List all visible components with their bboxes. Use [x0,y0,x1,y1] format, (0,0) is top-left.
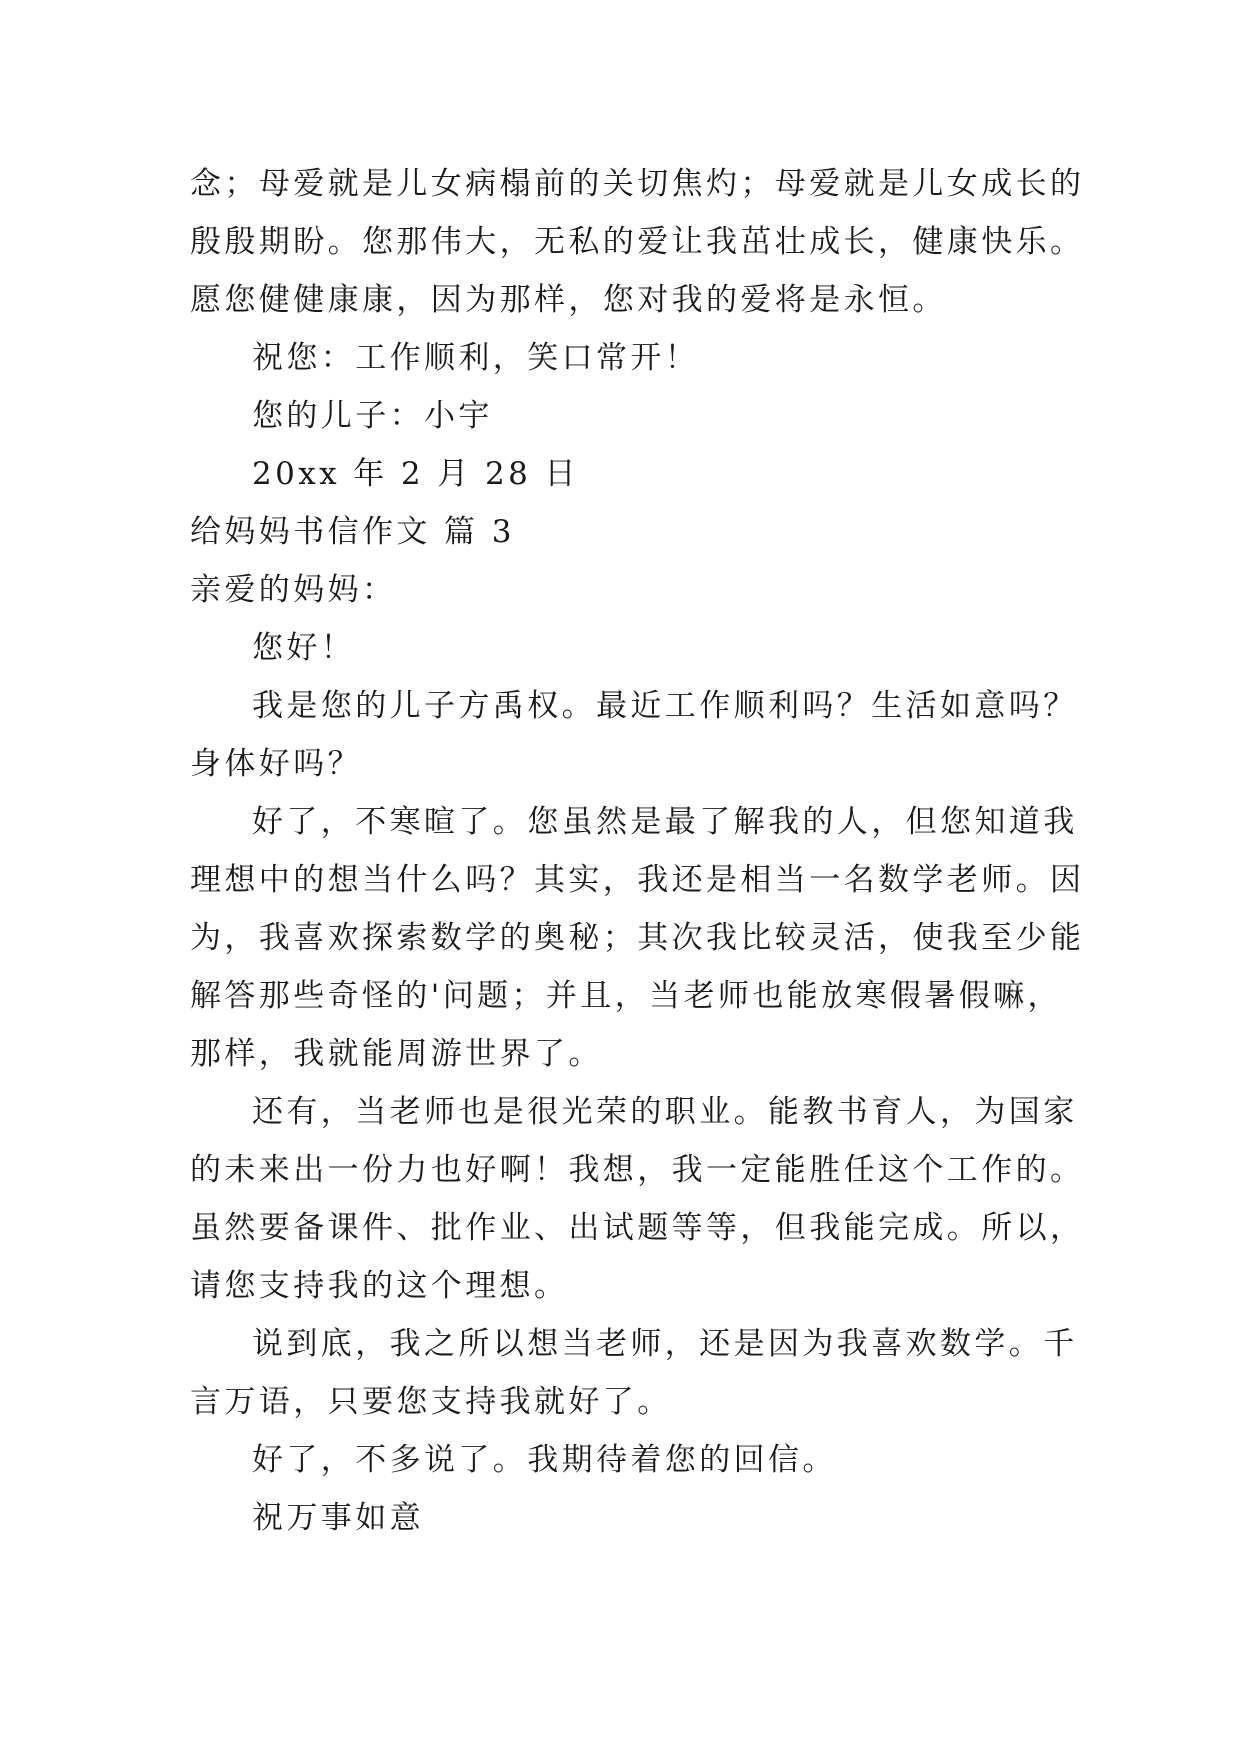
paragraph-line: 解答那些奇怪的'问题；并且，当老师也能放寒假暑假嘛， [190,978,1062,1014]
paragraph-line: 殷殷期盼。您那伟大，无私的爱让我茁壮成长，健康快乐。 [190,224,1085,260]
paragraph-line: 言万语，只要您支持我就好了。 [190,1384,672,1420]
paragraph-line: 请您支持我的这个理想。 [190,1268,569,1304]
paragraph-line: 虽然要备课件、批作业、出试题等等，但我能完成。所以， [190,1210,1085,1246]
paragraph-line: 我是您的儿子方禹权。最近工作顺利吗？生活如意吗？ [252,688,1078,724]
paragraph-line: 那样，我就能周游世界了。 [190,1036,603,1072]
greeting: 您好！ [252,630,356,666]
closing-wish: 祝您：工作顺利，笑口常开！ [252,340,700,376]
paragraph-line: 好了，不寒暄了。您虽然是最了解我的人，但您知道我 [252,804,1078,840]
paragraph-line: 为，我喜欢探索数学的奥秘；其次我比较灵活，使我至少能 [190,920,1085,956]
paragraph-line: 理想中的想当什么吗？其实，我还是相当一名数学老师。因 [190,862,1085,898]
paragraph-line: 的未来出一份力也好啊！我想，我一定能胜任这个工作的。 [190,1152,1085,1188]
paragraph-line: 愿您健健康康，因为那样，您对我的爱将是永恒。 [190,282,947,318]
letter-date: 20xx 年 2 月 28 日 [252,456,579,492]
salutation: 亲爱的妈妈： [190,572,397,608]
paragraph-line: 身体好吗？ [190,746,362,782]
closing-wish: 祝万事如意 [252,1500,424,1536]
section-title: 给妈妈书信作文 篇 3 [190,514,515,550]
paragraph-line: 念；母爱就是儿女病榻前的关切焦灼；母爱就是儿女成长的 [190,166,1085,202]
paragraph-line: 好了，不多说了。我期待着您的回信。 [252,1442,837,1478]
paragraph-line: 说到底，我之所以想当老师，还是因为我喜欢数学。千 [252,1326,1078,1362]
signature: 您的儿子：小宇 [252,398,493,434]
paragraph-line: 还有，当老师也是很光荣的职业。能教书育人，为国家 [252,1094,1078,1130]
